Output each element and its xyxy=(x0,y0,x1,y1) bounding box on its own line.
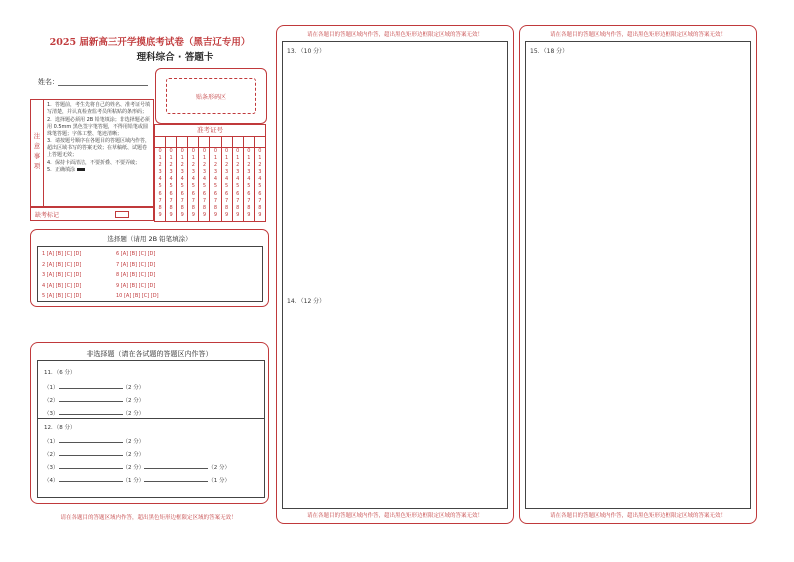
exam-number-column xyxy=(166,137,177,221)
exam-digit-bubble[interactable]: 3 xyxy=(202,169,207,176)
notice-item: 1. 答题前，考生先将自己的姓名、准考证号填写清楚，并认真检查监考员所粘贴的条形码； xyxy=(47,102,151,115)
answer-blank[interactable] xyxy=(144,463,208,469)
exam-digit-bubble[interactable]: 5 xyxy=(202,183,207,190)
exam-digit-bubble[interactable]: 7 xyxy=(213,197,218,204)
exam-digit-bubble[interactable]: 4 xyxy=(247,176,251,183)
mcq-question-row[interactable]: 4 [A] [B] [C] [D] xyxy=(42,282,82,289)
exam-digit-bubble[interactable]: 3 xyxy=(258,169,262,176)
exam-digit-bubble[interactable]: 1 xyxy=(169,155,173,162)
q11-part-3: （3） （2 分） xyxy=(44,411,145,417)
exam-digit-bubble[interactable]: 7 xyxy=(236,197,240,204)
warning-text: 请在各题目的答题区域内作答，超出黑色矩形边框限定区域的答案无效！ xyxy=(60,515,237,521)
answer-panel-right xyxy=(519,25,757,524)
exam-digit-bubble[interactable]: 7 xyxy=(225,197,229,204)
warning-text: 请在各题目的答题区域内作答，超出黑色矩形边框限定区域的答案无效！ xyxy=(306,32,483,38)
exam-digit-bubble[interactable]: 3 xyxy=(247,169,251,176)
answer-box-right[interactable] xyxy=(525,41,751,509)
exam-number-box xyxy=(154,124,266,222)
q12-part-1: （1） （2 分） xyxy=(44,439,145,445)
answer-blank[interactable] xyxy=(59,409,123,415)
question-divider xyxy=(38,418,264,419)
exam-number-write-box[interactable] xyxy=(177,137,187,148)
exam-digit-bubble[interactable]: 8 xyxy=(202,204,207,211)
answer-blank[interactable] xyxy=(59,437,123,443)
answer-box-middle[interactable] xyxy=(282,41,508,509)
exam-digit-bubble[interactable]: 8 xyxy=(180,204,184,211)
mcq-title: 选择题（请用 2B 铅笔填涂） xyxy=(107,235,192,243)
mcq-question-row[interactable]: 10 [A] [B] [C] [D] xyxy=(116,293,159,299)
warning-text: 请在各题目的答题区域内作答，超出黑色矩形边框限定区域的答案无效！ xyxy=(306,513,483,519)
mcq-question-row[interactable]: 8 [A] [B] [C] [D] xyxy=(116,272,156,278)
exam-digit-bubble[interactable]: 0 xyxy=(225,148,229,154)
exam-number-write-box[interactable] xyxy=(155,137,165,148)
exam-digit-bubble[interactable]: 9 xyxy=(213,211,218,218)
exam-digit-bubble[interactable]: 2 xyxy=(169,162,173,169)
notice-item: 4. 保持卡面清洁，不要折叠、不要弄破； xyxy=(47,159,141,166)
mcq-question-row[interactable]: 1 [A] [B] [C] [D] xyxy=(42,251,82,257)
notice-side-char: 注 xyxy=(33,132,41,140)
exam-number-digits xyxy=(188,148,198,219)
exam-digit-bubble[interactable]: 1 xyxy=(158,155,162,162)
non-select-panel xyxy=(30,342,269,504)
exam-number-column xyxy=(210,137,221,221)
exam-digit-bubble[interactable]: 6 xyxy=(258,190,262,197)
exam-digit-bubble[interactable]: 3 xyxy=(191,169,195,176)
exam-digit-bubble[interactable]: 5 xyxy=(169,183,173,190)
exam-digit-bubble[interactable]: 6 xyxy=(213,190,218,197)
q14-label: 14．（12 分） xyxy=(287,298,326,305)
missing-exam-mark xyxy=(30,207,154,221)
exam-digit-bubble[interactable]: 1 xyxy=(258,155,262,162)
exam-digit-bubble[interactable]: 4 xyxy=(236,176,240,183)
exam-digit-bubble[interactable]: 2 xyxy=(247,162,251,169)
exam-digit-bubble[interactable]: 4 xyxy=(180,176,184,183)
exam-digit-bubble[interactable]: 4 xyxy=(202,176,207,183)
exam-digit-bubble[interactable]: 0 xyxy=(213,148,218,154)
exam-digit-bubble[interactable]: 9 xyxy=(258,211,262,218)
exam-number-digits xyxy=(210,148,220,219)
exam-digit-bubble[interactable]: 5 xyxy=(191,183,195,190)
q11-label: 11．（6 分） xyxy=(44,370,76,376)
exam-number-digits xyxy=(244,148,254,219)
barcode-label: 贴条形码区 xyxy=(166,78,256,114)
exam-digit-bubble[interactable]: 2 xyxy=(202,162,207,169)
exam-digit-bubble[interactable]: 1 xyxy=(236,155,240,162)
exam-digit-bubble[interactable]: 0 xyxy=(258,148,262,154)
exam-digit-bubble[interactable]: 8 xyxy=(169,204,173,211)
barcode-area xyxy=(155,68,267,124)
exam-digit-bubble[interactable]: 4 xyxy=(213,176,218,183)
exam-number-digits xyxy=(222,148,232,219)
exam-digit-bubble[interactable]: 0 xyxy=(158,148,162,154)
exam-number-write-box[interactable] xyxy=(188,137,198,148)
exam-digit-bubble[interactable]: 7 xyxy=(258,197,262,204)
exam-number-write-box[interactable] xyxy=(233,137,243,148)
exam-digit-bubble[interactable]: 7 xyxy=(169,197,173,204)
exam-digit-bubble[interactable]: 2 xyxy=(236,162,240,169)
exam-digit-bubble[interactable]: 6 xyxy=(225,190,229,197)
notice-box xyxy=(30,99,154,207)
exam-digit-bubble[interactable]: 3 xyxy=(225,169,229,176)
exam-digit-bubble[interactable]: 9 xyxy=(236,211,240,218)
answer-blank[interactable] xyxy=(59,463,123,469)
exam-digit-bubble[interactable]: 2 xyxy=(258,162,262,169)
exam-number-column xyxy=(155,137,166,221)
exam-digit-bubble[interactable]: 6 xyxy=(236,190,240,197)
exam-digit-bubble[interactable]: 8 xyxy=(191,204,195,211)
exam-digit-bubble[interactable]: 6 xyxy=(202,190,207,197)
exam-digit-bubble[interactable]: 7 xyxy=(158,197,162,204)
exam-digit-bubble[interactable]: 3 xyxy=(236,169,240,176)
exam-digit-bubble[interactable]: 8 xyxy=(236,204,240,211)
notice-item: 5. 正确填涂 xyxy=(47,167,151,174)
exam-digit-bubble[interactable]: 6 xyxy=(247,190,251,197)
mcq-question-row[interactable]: 3 [A] [B] [C] [D] xyxy=(42,272,82,278)
exam-digit-bubble[interactable]: 0 xyxy=(191,148,195,154)
exam-digit-bubble[interactable]: 0 xyxy=(236,148,240,154)
exam-number-label: 准考证号 xyxy=(155,125,265,137)
exam-digit-bubble[interactable]: 8 xyxy=(158,204,162,211)
mcq-question-row[interactable]: 5 [A] [B] [C] [D] xyxy=(42,293,82,299)
name-input-line[interactable] xyxy=(58,85,148,86)
mcq-question-row[interactable]: 7 [A] [B] [C] [D] xyxy=(116,261,156,268)
exam-digit-bubble[interactable]: 5 xyxy=(213,183,218,190)
q15-label: 15．（18 分） xyxy=(530,48,569,55)
exam-number-write-box[interactable] xyxy=(255,137,265,148)
missing-exam-label: 缺考标记 xyxy=(35,212,60,219)
exam-digit-bubble[interactable]: 6 xyxy=(191,190,195,197)
exam-number-digits xyxy=(255,148,265,219)
exam-number-column xyxy=(222,137,233,221)
exam-digit-bubble[interactable]: 2 xyxy=(180,162,184,169)
exam-number-write-box[interactable] xyxy=(244,137,254,148)
exam-number-digits xyxy=(155,148,165,219)
exam-digit-bubble[interactable]: 2 xyxy=(213,162,218,169)
exam-digit-bubble[interactable]: 2 xyxy=(225,162,229,169)
answer-blank[interactable] xyxy=(59,396,123,402)
non-select-answer-box xyxy=(37,360,265,498)
exam-digit-bubble[interactable]: 1 xyxy=(247,155,251,162)
exam-digit-bubble[interactable]: 6 xyxy=(169,190,173,197)
q12-part-3: （3） （2 分） （2 分） xyxy=(44,465,230,471)
exam-number-write-box[interactable] xyxy=(210,137,220,148)
exam-number-grid xyxy=(155,137,265,221)
q11-part-2: （2） （2 分） xyxy=(44,398,145,404)
exam-number-digits xyxy=(199,148,209,219)
warning-text: 请在各题目的答题区域内作答，超出黑色矩形边框限定区域的答案无效！ xyxy=(549,32,726,38)
q12-part-4: （4） （1 分） （1 分） xyxy=(44,478,230,484)
filled-example-icon xyxy=(77,168,85,171)
exam-number-column xyxy=(177,137,188,221)
exam-number-column xyxy=(188,137,199,221)
exam-digit-bubble[interactable]: 6 xyxy=(158,190,162,197)
notice-side-title xyxy=(31,100,44,206)
exam-digit-bubble[interactable]: 4 xyxy=(169,176,173,183)
mcq-question-row[interactable]: 2 [A] [B] [C] [D] xyxy=(42,261,82,268)
missing-exam-checkbox[interactable] xyxy=(115,211,129,218)
exam-digit-bubble[interactable]: 8 xyxy=(258,204,262,211)
exam-digit-bubble[interactable]: 9 xyxy=(202,211,207,218)
exam-digit-bubble[interactable]: 7 xyxy=(191,197,195,204)
exam-digit-bubble[interactable]: 9 xyxy=(191,211,195,218)
exam-number-digits xyxy=(166,148,176,219)
exam-digit-bubble[interactable]: 3 xyxy=(158,169,162,176)
exam-number-column xyxy=(244,137,255,221)
answer-blank[interactable] xyxy=(144,476,208,482)
mcq-question-row[interactable]: 6 [A] [B] [C] [D] xyxy=(116,251,156,257)
exam-digit-bubble[interactable]: 0 xyxy=(180,148,184,154)
answer-blank[interactable] xyxy=(59,450,123,456)
exam-subtitle: 理科综合 · 答题卡 xyxy=(136,52,214,63)
exam-number-write-box[interactable] xyxy=(166,137,176,148)
exam-digit-bubble[interactable]: 2 xyxy=(158,162,162,169)
name-label: 姓名： xyxy=(38,78,59,86)
notice-side-char: 事 xyxy=(33,152,41,160)
exam-digit-bubble[interactable]: 2 xyxy=(191,162,195,169)
exam-number-column xyxy=(255,137,265,221)
exam-digit-bubble[interactable]: 8 xyxy=(225,204,229,211)
notice-item: 3. 请按题号顺序在各题目的答题区域内作答，超出区域书写的答案无效；在草稿纸、试题卷上答题无效； xyxy=(47,138,151,158)
exam-digit-bubble[interactable]: 5 xyxy=(158,183,162,190)
q12-label: 12．（8 分） xyxy=(44,425,76,431)
exam-digit-bubble[interactable]: 1 xyxy=(213,155,218,162)
exam-digit-bubble[interactable]: 9 xyxy=(180,211,184,218)
exam-digit-bubble[interactable]: 8 xyxy=(247,204,251,211)
warning-text: 请在各题目的答题区域内作答，超出黑色矩形边框限定区域的答案无效！ xyxy=(549,513,726,519)
exam-digit-bubble[interactable]: 0 xyxy=(247,148,251,154)
q12-part-2: （2） （2 分） xyxy=(44,452,145,458)
q13-label: 13．（10 分） xyxy=(287,48,326,55)
exam-digit-bubble[interactable]: 1 xyxy=(191,155,195,162)
mcq-question-row[interactable]: 9 [A] [B] [C] [D] xyxy=(116,282,156,289)
exam-digit-bubble[interactable]: 7 xyxy=(247,197,251,204)
exam-digit-bubble[interactable]: 1 xyxy=(202,155,207,162)
exam-digit-bubble[interactable]: 5 xyxy=(180,183,184,190)
exam-number-write-box[interactable] xyxy=(199,137,209,148)
exam-digit-bubble[interactable]: 4 xyxy=(225,176,229,183)
non-select-title: 非选择题（请在各试题的答题区内作答） xyxy=(86,350,213,358)
exam-digit-bubble[interactable]: 5 xyxy=(225,183,229,190)
exam-digit-bubble[interactable]: 9 xyxy=(247,211,251,218)
notice-items xyxy=(47,102,151,175)
exam-digit-bubble[interactable]: 7 xyxy=(202,197,207,204)
exam-number-digits xyxy=(177,148,187,219)
q11-part-1: （1） （2 分） xyxy=(44,385,145,391)
exam-digit-bubble[interactable]: 9 xyxy=(225,211,229,218)
exam-digit-bubble[interactable]: 0 xyxy=(169,148,173,154)
exam-digit-bubble[interactable]: 8 xyxy=(213,204,218,211)
mcq-panel xyxy=(30,229,269,307)
exam-digit-bubble[interactable]: 6 xyxy=(180,190,184,197)
exam-digit-bubble[interactable]: 5 xyxy=(258,183,262,190)
exam-digit-bubble[interactable]: 3 xyxy=(213,169,218,176)
exam-number-write-box[interactable] xyxy=(222,137,232,148)
exam-digit-bubble[interactable]: 4 xyxy=(158,176,162,183)
exam-digit-bubble[interactable]: 4 xyxy=(258,176,262,183)
exam-number-column xyxy=(199,137,210,221)
exam-digit-bubble[interactable]: 5 xyxy=(236,183,240,190)
mcq-answer-box xyxy=(37,246,263,302)
exam-digit-bubble[interactable]: 3 xyxy=(180,169,184,176)
exam-digit-bubble[interactable]: 4 xyxy=(191,176,195,183)
exam-digit-bubble[interactable]: 5 xyxy=(247,183,251,190)
answer-blank[interactable] xyxy=(59,383,123,389)
exam-digit-bubble[interactable]: 0 xyxy=(202,148,207,154)
notice-side-char: 项 xyxy=(33,162,41,170)
exam-digit-bubble[interactable]: 9 xyxy=(169,211,173,218)
notice-item: 2. 选择题必须用 2B 铅笔填涂；非选择题必须用 0.5mm 黑色签字笔答题，不得用铅笔或圆珠笔答题；字体工整、笔迹清晰； xyxy=(47,116,150,137)
exam-number-digits xyxy=(233,148,243,219)
exam-title: 2025 届新高三开学摸底考试卷（黑吉辽专用） xyxy=(49,37,251,48)
exam-digit-bubble[interactable]: 3 xyxy=(169,169,173,176)
exam-digit-bubble[interactable]: 9 xyxy=(158,211,162,218)
answer-blank[interactable] xyxy=(59,476,123,482)
notice-side-char: 意 xyxy=(33,142,41,150)
exam-number-column xyxy=(233,137,244,221)
exam-digit-bubble[interactable]: 7 xyxy=(180,197,184,204)
exam-digit-bubble[interactable]: 1 xyxy=(225,155,229,162)
exam-digit-bubble[interactable]: 1 xyxy=(180,155,184,162)
answer-panel-middle xyxy=(276,25,514,524)
